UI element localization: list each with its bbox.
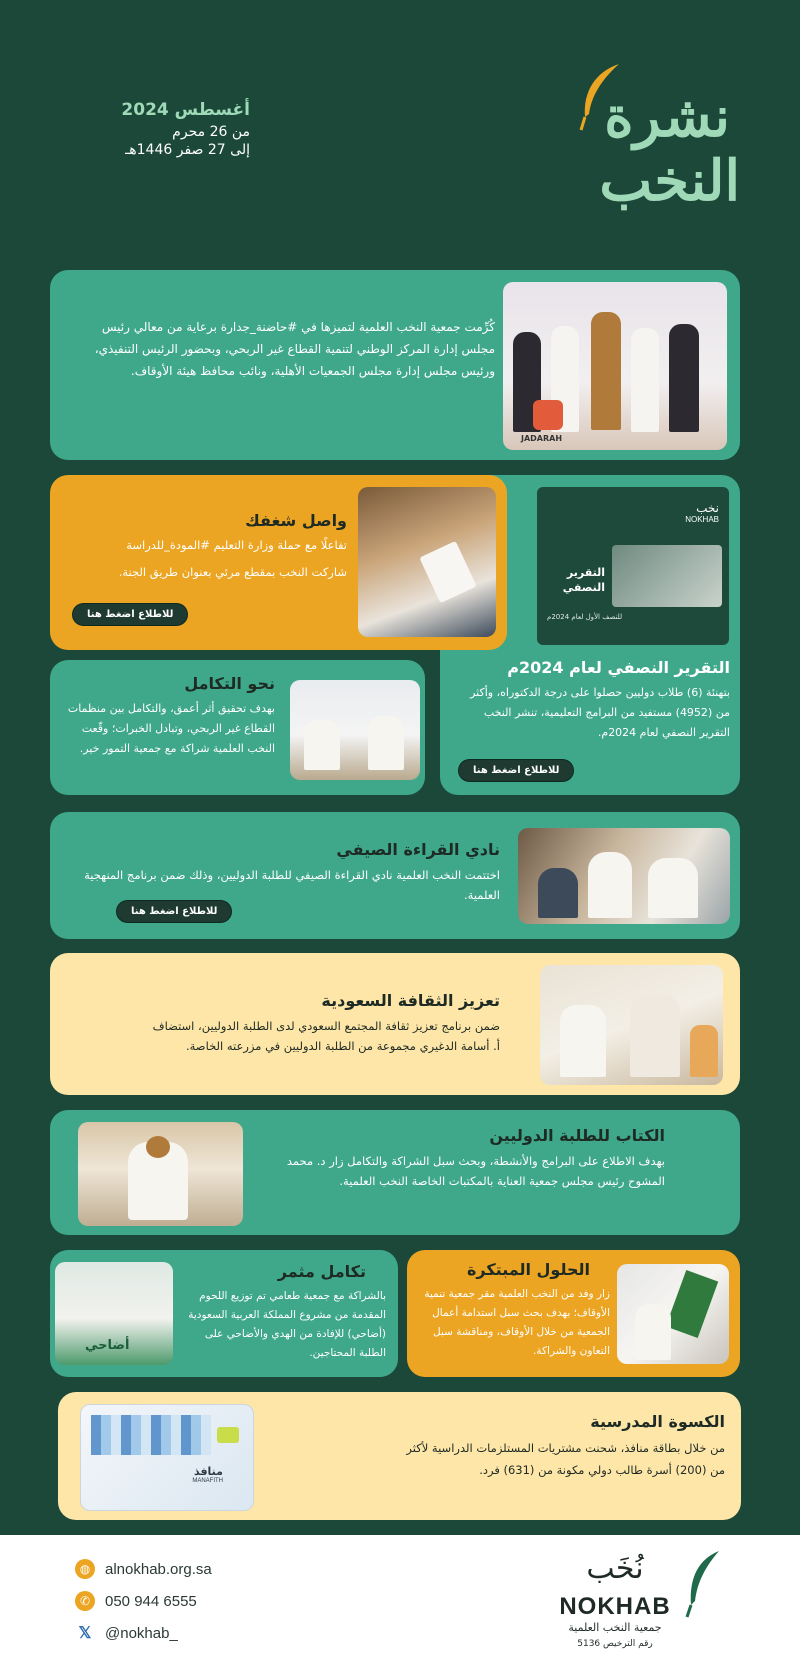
license-number: رقم الترخيص 5136 [577,1639,653,1649]
issue-month: أغسطس 2024 [121,100,250,120]
jadarah-caption: JADARAH [521,434,563,443]
card-fruitful [50,1250,398,1377]
fruitful-content [176,1262,386,1363]
handle-text: @nokhab_ [105,1624,178,1642]
x-icon: 𝕏 [78,1625,92,1642]
website-link[interactable] [75,1559,212,1579]
card-reading [50,812,740,939]
whatsapp-icon: ✆ [75,1591,95,1611]
manafith-chip [217,1427,239,1443]
globe-icon: ◍ [75,1559,95,1579]
integration-title: نحو التكامل [184,674,275,693]
integration-text: بهدف تحقيق أثر أعمق، والتكامل بين منظمات القطاع غير الربحي، وتبادل الخبرات؛ وقّعت النخب العلمية شراكة مع جمعية التمور خير. [67,702,275,755]
reading-text: اختتمت النخب العلمية نادي القراءة الصيفي للطلبة الدوليين، وذلك ضمن برنامج المنهجية العلمية. [84,868,500,902]
card-jadarah [50,270,740,460]
reading-content [80,840,500,905]
passion-text-2: شاركت النخب بمقطع مرئي بعنوان طريق الجنة. [118,565,347,579]
report-content [455,658,730,743]
issue-from: من 26 محرم [172,124,250,140]
report-cover-brand: نخب NOKHAB [685,501,719,524]
report-cover-title: التقرير النصفي [562,566,605,594]
uniform-text-1: من خلال بطاقة منافذ، شحنت مشتريات المستلزمات الدراسية لأكثر [406,1441,725,1455]
fruitful-text: بالشراكة مع جمعية طعامي تم توزيع اللحوم المقدمة من مشروع المملكة العربية السعودية (أضاحي) للإفادة من الهدي والأضاحي على الطلبة المحتاجين. [188,1290,386,1359]
books-photo [78,1122,243,1226]
innovative-title: الحلول المبتكرة [466,1260,590,1279]
card-passion [50,475,507,650]
innovative-text: زار وفد من النخب العلمية مقر جمعية تنمية الأوقاف؛ بهدف بحث سبل استدامة أعمال الجمعية من خلال الأوقاف، ومناقشة سبل التعاون والشراكة. [424,1288,610,1357]
title-line-1: نشرة [604,84,730,150]
culture-text-1: ضمن برنامج تعزيز ثقافة المجتمع السعودي لدى الطلبة الدوليين، استضاف [152,1019,500,1033]
report-cover-subtitle: للنصف الأول لعام 2024م [547,613,623,621]
card-innovative [407,1250,740,1377]
footer [0,1535,800,1661]
logo-ar: نُخَب [586,1551,644,1586]
report-text: بتهنئة (6) طلاب دوليين حصلوا على درجة الدكتوراه، وأكثر من (4952) مستفيد من البرامج التعليمية، تنشر النخب التقرير النصفي لعام 2024م. [470,686,730,739]
culture-title: تعزيز الثقافة السعودية [321,991,500,1010]
books-title: الكتاب للطلبة الدوليين [489,1126,665,1145]
card-books [50,1110,740,1235]
title-line-2: النخب [599,148,740,214]
nokhab-feather-icon [683,1549,723,1623]
reading-title: نادي القراءة الصيفي [336,840,500,859]
books-content [265,1126,665,1191]
passion-photo [358,487,496,637]
card-culture [50,953,740,1095]
report-cover [537,487,729,645]
fruitful-title: تكامل مثمر [277,1262,366,1281]
passion-content [67,511,347,582]
culture-text-2: أ. أسامة الدغيري مجموعة من الطلبة الدوليين في مزرعته الخاصة. [185,1039,500,1053]
card-uniform [58,1392,741,1520]
reading-read-more-button[interactable]: للاطلاع اضغط هنا [116,900,232,923]
issue-to: إلى 27 صفر 1446هـ [125,142,250,158]
jadarah-text: كُرِّمت جمعية النخب العلمية لتميزها في #حاضنة_جدارة برعاية من معالي رئيس مجلس إدارة المركز الوطني لتنمية القطاع غير الربحي، وبحضور الرئيس التنفيذي، ورئيس مجلس إدارة مجلس الجمعيات الأهلية، ونائب محافظ هيئة الأوقاف. [94,320,495,378]
issue-date [110,100,250,158]
x-handle-link[interactable] [75,1623,178,1643]
jadarah-photo [503,282,727,450]
manafith-card [80,1404,254,1511]
uniform-text-2: من (200) أسرة طالب دولي مكونة من (631) فرد. [479,1463,725,1477]
passion-read-more-button[interactable]: للاطلاع اضغط هنا [72,603,188,626]
logo-subtitle: جمعية النخب العلمية [568,1621,662,1634]
books-text: بهدف الاطلاع على البرامج والأنشطة، وبحث سبل الشراكة والتكامل زار د. محمد المشوح رئيس مجلس جمعية العناية بالمكتبات الخاصة النخب العلمية. [286,1154,665,1188]
reading-photo [518,828,730,924]
phone-text: 050 944 6555 [105,1592,197,1610]
passion-text-1: تفاعلًا مع حملة وزارة التعليم #المودة_للدراسة [126,538,347,552]
nokhab-logo [555,1547,735,1657]
report-cover-photo [612,545,722,607]
integration-photo [290,680,420,780]
uniform-content [295,1412,725,1481]
logo-en: NOKHAB [559,1593,671,1620]
fruitful-photo [55,1262,173,1365]
innovative-photo [617,1264,729,1364]
integration-content [65,674,275,759]
innovative-content [420,1260,610,1361]
jadarah-logo-icon [533,400,563,430]
phone-link[interactable] [75,1591,197,1611]
culture-photo [540,965,723,1085]
passion-title: واصل شغفك [245,511,347,530]
newsletter-title [490,84,740,214]
culture-content [60,991,500,1056]
website-text: alnokhab.org.sa [105,1560,212,1578]
manafith-brand: منافذ MANAFITH [192,1465,223,1484]
card-integration [50,660,425,795]
fruitful-box-label: أضاحي [85,1338,130,1353]
report-read-more-button[interactable]: للاطلاع اضغط هنا [458,759,574,782]
uniform-title: الكسوة المدرسية [590,1412,725,1431]
report-title: التقرير النصفي لعام 2024م [507,658,730,677]
